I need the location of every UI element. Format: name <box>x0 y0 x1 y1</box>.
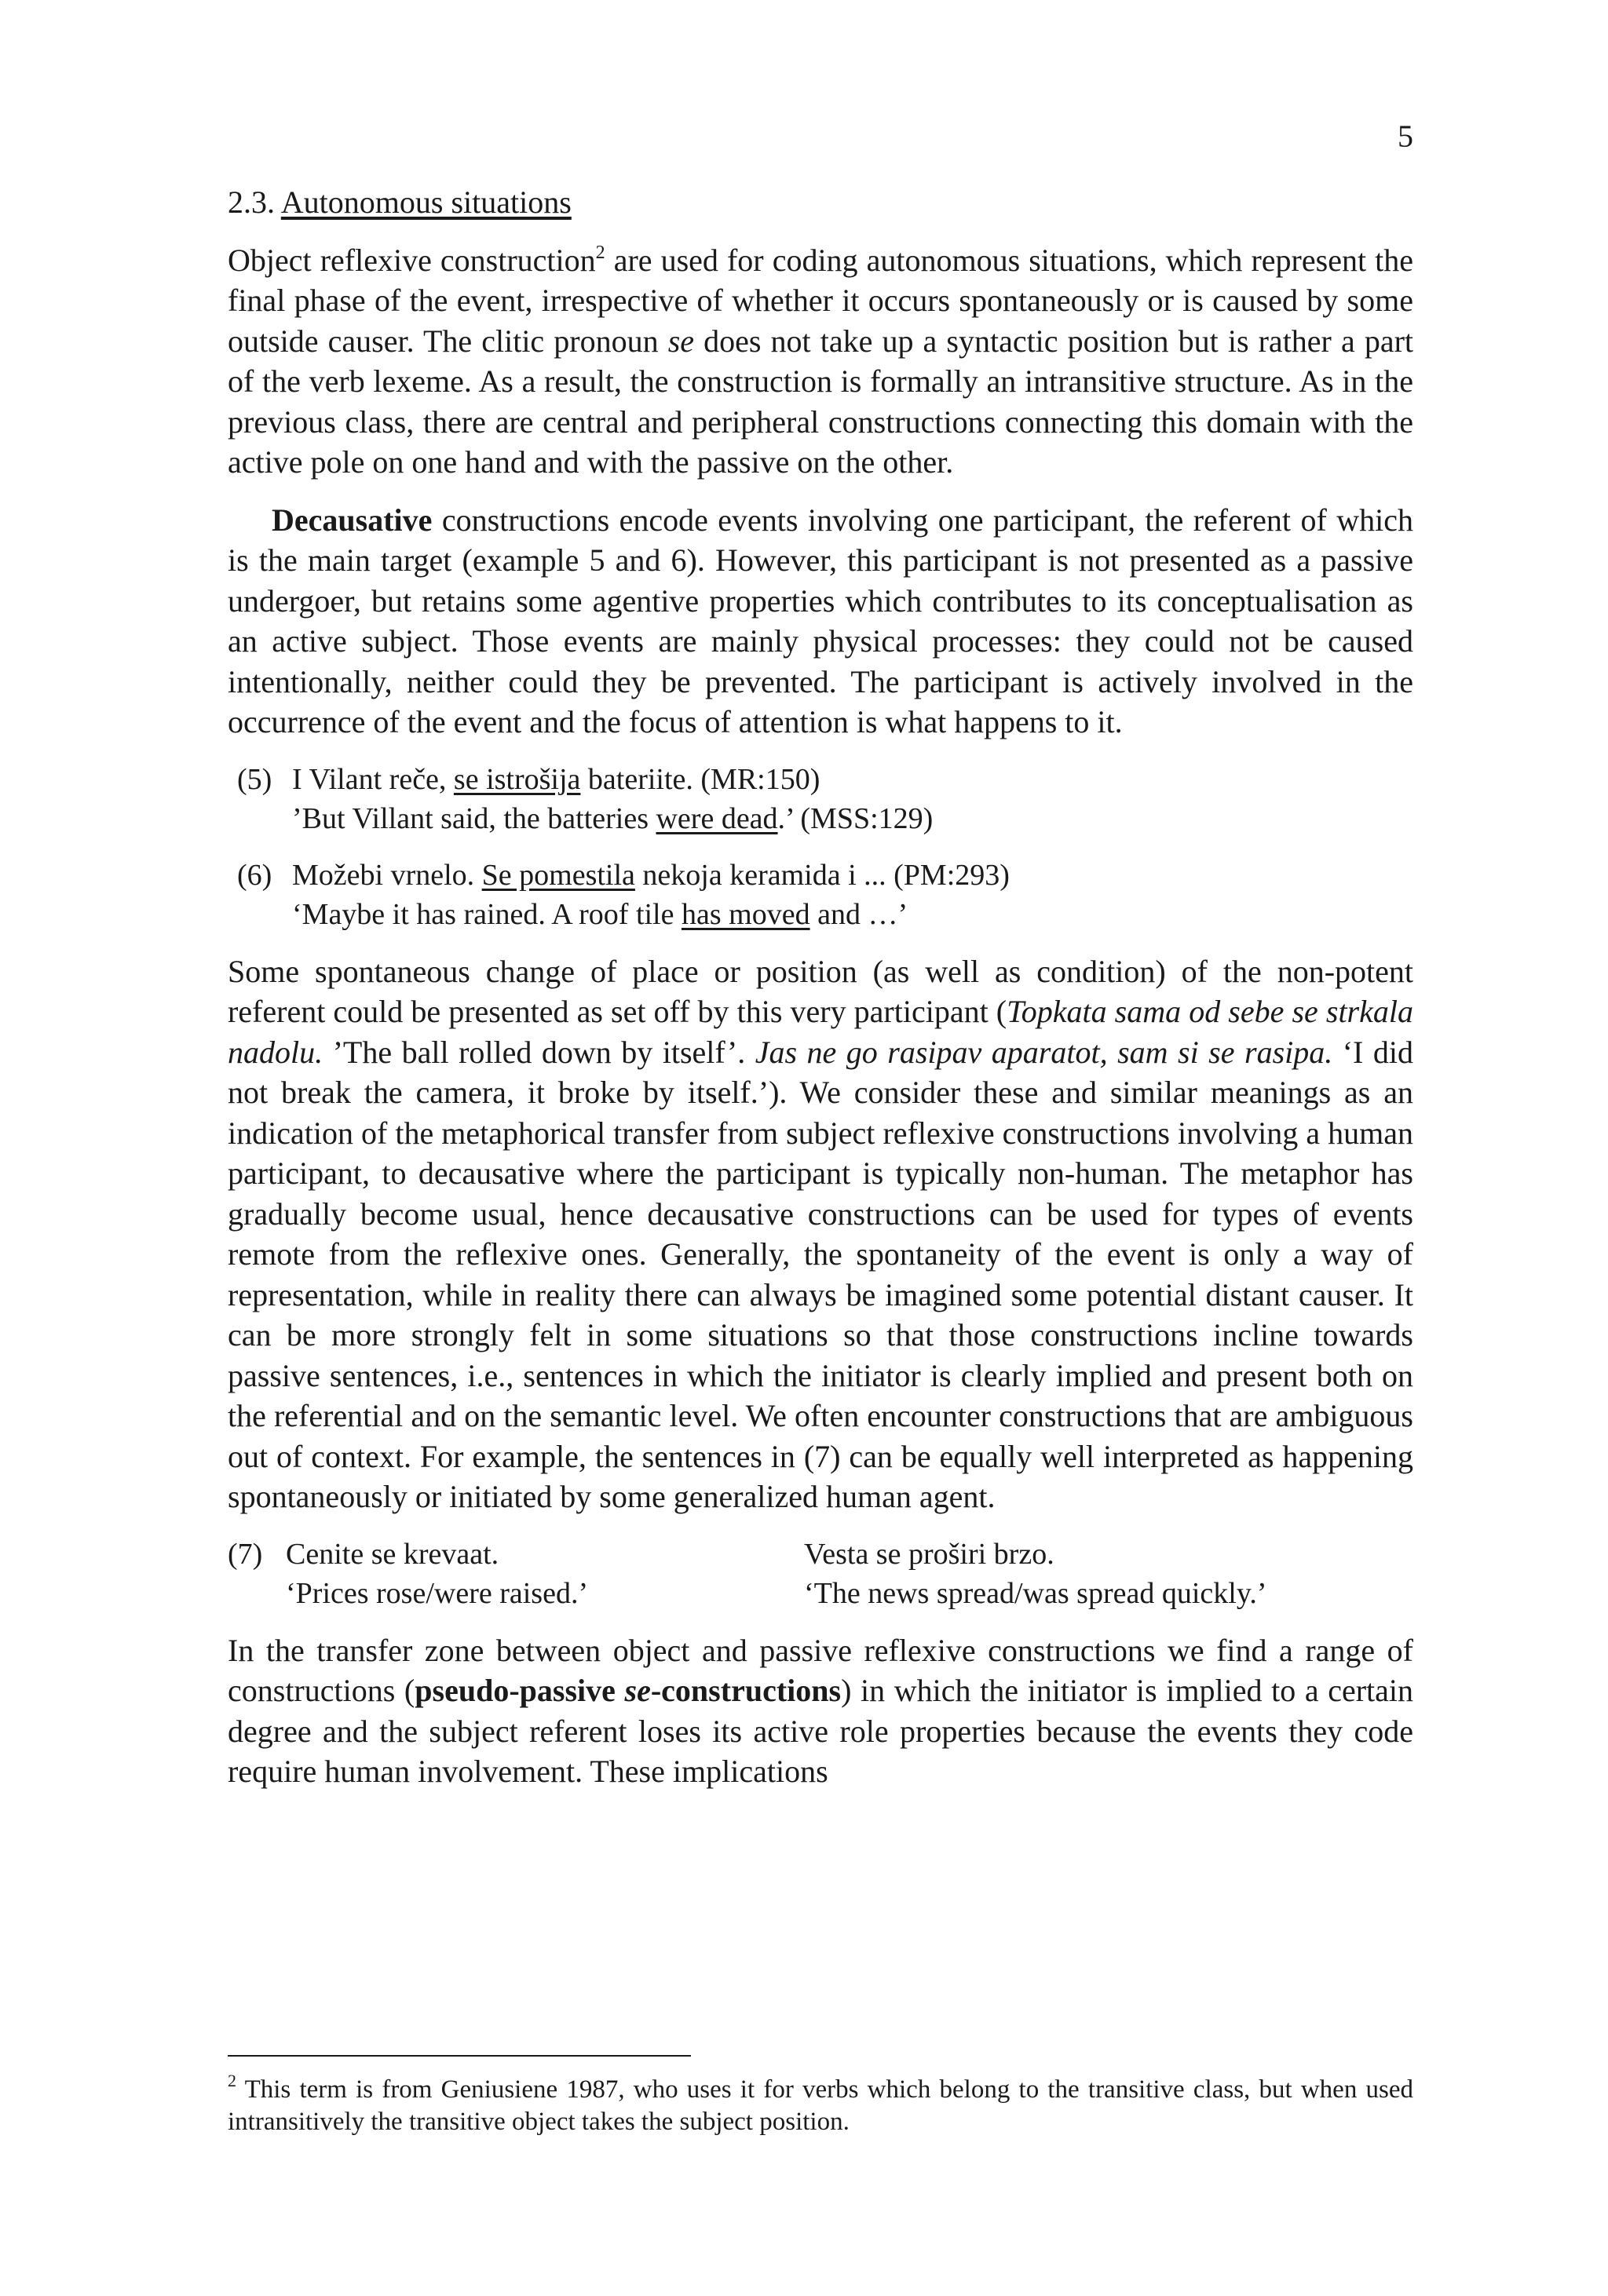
text-run: ’The ball rolled down by itself’. <box>323 1034 755 1070</box>
text-run: ‘I did not break the camera, it broke by itself.’). We consider these and similar meanings as an indication of the metaphorical transfer from subject reflexive constructions involving a human participant, to decausative where the participant is typically non-human. The metaphor has gradually become usual, hence decausative constructions can be used for types of events remote from the reflexive ones. Generally, the spontaneity of the event is only a way of representation, while in reality there can always be imagined some potential distant causer. It can be more strongly felt in some situations so that those constructions incline towards passive sentences, i.e., sentences in which the initiator is clearly implied and present both on the referential and on the semantic level. We often encounter constructions that are ambiguous out of context. For example, the sentences in (7) can be equally well interpreted as happening spontaneously or initiated by some generalized human agent. <box>228 1034 1413 1514</box>
paragraph-2 <box>228 500 1413 743</box>
example-number: (5) <box>237 762 272 796</box>
paragraph-1 <box>228 240 1413 483</box>
footnote-number: 2 <box>228 2071 236 2090</box>
underlined-term: Se pomestila <box>481 858 635 892</box>
underlined-term: were dead <box>656 801 778 835</box>
text-run: constructions encode events involving one participant, the referent of which is the main target (example 5 and 6). However, this participant is not presented as a passive undergoer, but retains some agentive properties which contributes to its conceptualisation as an active subject. Those events are mainly physical processes: they could not be caused intentionally, neither could they be prevented. The participant is actively involved in the occurrence of the event and the focus of attention is what happens to it. <box>228 502 1413 739</box>
text-run: does not take up a syntactic position but is rather a part of the verb lexeme. As a result, the construction is formally an intransitive structure. As in the previous class, there are central and peripheral constructions connecting this domain with the active pole on one hand and with the passive on the other. <box>228 323 1414 480</box>
example-source-line: I Vilant reče, se istrošija bateriite. (MR:150) <box>292 762 820 796</box>
text-run: Some spontaneous change of place or position (as well as condition) of the non-potent referent could be presented as set off by this very participant ( <box>228 953 1413 1029</box>
paragraph-4 <box>228 1630 1413 1792</box>
example-source-a: Cenite se krevaat. <box>286 1537 499 1571</box>
footnote <box>228 2071 1413 2138</box>
text-run: In the transfer zone between object and passive reflexive constructions we find a range of constructions ( <box>228 1632 1413 1708</box>
bold-italic-term: se <box>624 1673 651 1708</box>
footnote-divider <box>228 2055 691 2057</box>
section-number: 2.3. <box>228 184 275 220</box>
example-source-line: Možebi vrnelo. Se pomestila nekoja keramida i ... (PM:293) <box>292 858 1010 892</box>
example-translation-b: ‘The news spread/was spread quickly.’ <box>804 1576 1267 1610</box>
example-number: (7) <box>228 1537 263 1571</box>
example-7 <box>228 1535 1413 1613</box>
text-run: ) in which the initiator is implied to a certain degree and the subject referent loses its active role properties because the events they code require human involvement. These implications <box>228 1673 1414 1789</box>
footnote-text: This term is from Geniusiene 1987, who uses it for verbs which belong to the transitive class, but when used intransitively the transitive object takes the subject position. <box>228 2075 1413 2136</box>
italic-example: Topkata sama od sebe se strkala nadolu. <box>228 994 1413 1070</box>
italic-example: Jas ne go rasipav aparatot, sam si se rasipa. <box>755 1034 1333 1070</box>
text-run: Object reflexive construction <box>228 242 596 278</box>
main-text <box>228 182 1413 1809</box>
bold-term: pseudo-passive <box>415 1673 625 1708</box>
example-translation-line: ’But Villant said, the batteries were dead.’ (MSS:129) <box>292 801 934 835</box>
example-source-b: Vesta se proširi brzo. <box>804 1537 1054 1571</box>
example-number: (6) <box>237 858 272 892</box>
page-number: 5 <box>1398 119 1413 154</box>
underlined-term: has moved <box>682 897 810 931</box>
underlined-term: se istrošija <box>453 762 581 796</box>
example-translation-a: ‘Prices rose/were raised.’ <box>286 1576 589 1610</box>
bold-term: -constructions <box>650 1673 842 1708</box>
footnote-ref[interactable]: 2 <box>595 242 605 263</box>
example-5 <box>237 760 1413 838</box>
example-6 <box>237 856 1413 934</box>
section-title: Autonomous situations <box>280 184 572 220</box>
section-heading <box>228 182 1413 223</box>
paragraph-3 <box>228 951 1413 1517</box>
italic-term: se <box>667 323 695 359</box>
text-run: are used for coding autonomous situations, which represent the final phase of the event, irrespective of whether it occurs spontaneously or is caused by some outside causer. The clitic pronoun <box>228 242 1413 359</box>
bold-term: Decausative <box>272 502 433 538</box>
example-translation-line: ‘Maybe it has rained. A roof tile has moved and …’ <box>292 897 908 931</box>
